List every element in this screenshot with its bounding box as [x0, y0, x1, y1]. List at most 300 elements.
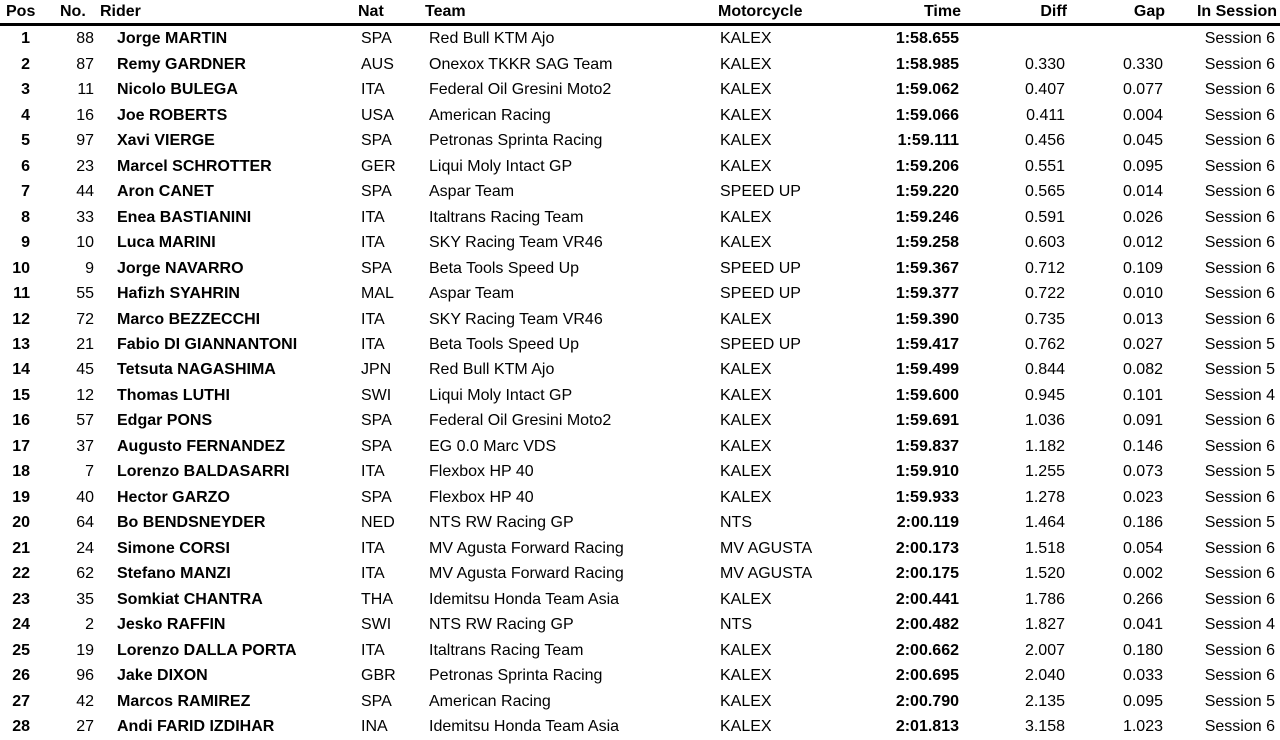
cell-pos: 16 — [12, 412, 30, 430]
table-row — [0, 358, 1280, 383]
cell-gap — [1069, 25, 1167, 53]
cell-time: 1:59.062 — [895, 81, 959, 99]
table-row — [0, 434, 1280, 459]
cell-gap: 0.095 — [1122, 157, 1163, 175]
cell-pos: 8 — [21, 208, 30, 226]
cell-no: 33 — [76, 208, 94, 226]
cell-no: 64 — [76, 514, 94, 532]
cell-time: 1:59.206 — [895, 157, 959, 175]
cell-no: 72 — [76, 310, 94, 328]
cell-motorcycle: KALEX — [720, 30, 772, 48]
table-row — [0, 409, 1280, 434]
cell-nat: AUS — [361, 55, 394, 73]
cell-pos: 3 — [21, 81, 30, 99]
cell-motorcycle: NTS — [720, 514, 752, 532]
cell-team: Petronas Sprinta Racing — [429, 667, 603, 685]
cell-diff: 0.456 — [1024, 132, 1065, 150]
cell-in_session: Session 6 — [1204, 208, 1275, 226]
cell-gap: 0.101 — [1122, 386, 1163, 404]
cell-motorcycle: SPEED UP — [720, 259, 801, 277]
cell-rider: Simone CORSI — [117, 539, 230, 557]
cell-time: 1:59.837 — [895, 437, 959, 455]
table-row — [0, 460, 1280, 485]
cell-team: EG 0.0 Marc VDS — [429, 437, 557, 455]
cell-time: 1:59.377 — [895, 285, 959, 303]
cell-in_session: Session 5 — [1204, 361, 1275, 379]
cell-nat: SPA — [361, 259, 392, 277]
cell-motorcycle: SPEED UP — [720, 183, 801, 201]
cell-pos: 24 — [12, 616, 30, 634]
cell-motorcycle: SPEED UP — [720, 335, 801, 353]
cell-team: Beta Tools Speed Up — [429, 259, 580, 277]
cell-rider: Marcos RAMIREZ — [117, 692, 251, 710]
cell-diff: 3.158 — [1024, 718, 1065, 736]
cell-rider: Edgar PONS — [117, 412, 213, 430]
cell-rider: Nicolo BULEGA — [117, 81, 238, 99]
cell-gap: 0.004 — [1122, 106, 1163, 124]
cell-rider: Augusto FERNANDEZ — [117, 437, 285, 455]
cell-diff: 1.464 — [1024, 514, 1065, 532]
table-row — [0, 25, 1280, 53]
cell-time: 1:59.390 — [895, 310, 959, 328]
cell-in_session: Session 6 — [1204, 55, 1275, 73]
column-header-rider: Rider — [96, 0, 356, 25]
cell-nat: SPA — [361, 692, 392, 710]
cell-no: 42 — [76, 692, 94, 710]
cell-gap: 0.095 — [1122, 692, 1163, 710]
column-header-nat: Nat — [356, 0, 416, 25]
cell-gap: 0.002 — [1122, 565, 1163, 583]
cell-rider: Hafizh SYAHRIN — [117, 285, 240, 303]
cell-pos: 20 — [12, 514, 30, 532]
table-row — [0, 281, 1280, 306]
cell-time: 1:58.985 — [895, 55, 959, 73]
table-row — [0, 587, 1280, 612]
cell-pos: 6 — [21, 157, 30, 175]
cell-team: Flexbox HP 40 — [429, 463, 534, 481]
cell-rider: Thomas LUTHI — [117, 386, 230, 404]
cell-time: 1:59.246 — [895, 208, 959, 226]
cell-motorcycle: KALEX — [720, 361, 772, 379]
cell-team: Flexbox HP 40 — [429, 488, 534, 506]
column-header-gap: Gap — [1069, 0, 1167, 25]
column-header-diff: Diff — [962, 0, 1069, 25]
cell-gap: 0.014 — [1122, 183, 1163, 201]
column-header-pos: Pos — [0, 0, 45, 25]
cell-in_session: Session 6 — [1204, 718, 1275, 736]
cell-time: 1:59.066 — [895, 106, 959, 124]
cell-team: NTS RW Racing GP — [429, 616, 574, 634]
table-row — [0, 536, 1280, 561]
cell-time: 2:00.482 — [895, 616, 959, 634]
cell-motorcycle: KALEX — [720, 106, 772, 124]
column-header-no: No. — [45, 0, 96, 25]
table-row — [0, 52, 1280, 77]
cell-diff: 1.518 — [1024, 539, 1065, 557]
cell-nat: SWI — [361, 616, 392, 634]
cell-diff: 0.722 — [1024, 285, 1065, 303]
cell-pos: 4 — [21, 106, 30, 124]
cell-time: 2:01.813 — [895, 718, 959, 736]
cell-team: Idemitsu Honda Team Asia — [429, 718, 620, 736]
cell-no: 97 — [76, 132, 94, 150]
table-row — [0, 663, 1280, 688]
cell-gap: 0.033 — [1122, 667, 1163, 685]
cell-rider: Luca MARINI — [117, 234, 216, 252]
cell-team: Red Bull KTM Ajo — [429, 361, 555, 379]
cell-nat: GBR — [361, 667, 396, 685]
cell-no: 16 — [76, 106, 94, 124]
cell-nat: ITA — [361, 234, 385, 252]
cell-team: American Racing — [429, 692, 551, 710]
table-row — [0, 561, 1280, 586]
cell-no: 12 — [76, 386, 94, 404]
table-row — [0, 689, 1280, 714]
cell-rider: Aron CANET — [117, 183, 214, 201]
cell-team: American Racing — [429, 106, 551, 124]
cell-diff — [962, 25, 1069, 53]
cell-nat: ITA — [361, 81, 385, 99]
cell-time: 1:59.258 — [895, 234, 959, 252]
cell-nat: ITA — [361, 539, 385, 557]
cell-in_session: Session 6 — [1204, 412, 1275, 430]
cell-time: 2:00.790 — [895, 692, 959, 710]
cell-rider: Andi FARID IZDIHAR — [117, 718, 275, 736]
cell-rider: Enea BASTIANINI — [117, 208, 252, 226]
cell-pos: 9 — [21, 234, 30, 252]
table-row — [0, 638, 1280, 663]
table-row — [0, 383, 1280, 408]
cell-rider: Jorge NAVARRO — [117, 259, 244, 277]
results-table-body — [0, 25, 1280, 740]
cell-team: Beta Tools Speed Up — [429, 335, 580, 353]
cell-time: 1:59.600 — [895, 386, 959, 404]
cell-motorcycle: KALEX — [720, 667, 772, 685]
cell-gap: 0.109 — [1122, 259, 1163, 277]
cell-diff: 0.603 — [1024, 234, 1065, 252]
cell-gap: 0.091 — [1122, 412, 1163, 430]
cell-time: 1:59.910 — [895, 463, 959, 481]
cell-diff: 0.411 — [1026, 106, 1065, 124]
cell-nat: INA — [361, 718, 388, 736]
cell-time: 1:59.367 — [895, 259, 959, 277]
cell-rider: Marcel SCHROTTER — [117, 157, 272, 175]
cell-in_session: Session 6 — [1204, 667, 1275, 685]
cell-diff: 0.565 — [1024, 183, 1065, 201]
cell-time: 2:00.695 — [895, 667, 959, 685]
cell-gap: 0.082 — [1122, 361, 1163, 379]
cell-rider: Lorenzo DALLA PORTA — [117, 641, 297, 659]
cell-in_session: Session 6 — [1204, 641, 1275, 659]
cell-motorcycle: KALEX — [720, 692, 772, 710]
cell-gap: 0.027 — [1122, 335, 1163, 353]
cell-nat: SPA — [361, 30, 392, 48]
cell-time: 2:00.119 — [896, 514, 959, 532]
cell-nat: ITA — [361, 565, 385, 583]
cell-in_session: Session 6 — [1204, 539, 1275, 557]
cell-motorcycle: KALEX — [720, 641, 772, 659]
cell-pos: 26 — [12, 667, 30, 685]
cell-in_session: Session 4 — [1204, 616, 1275, 634]
table-row — [0, 205, 1280, 230]
cell-diff: 1.255 — [1024, 463, 1065, 481]
cell-in_session: Session 5 — [1204, 335, 1275, 353]
cell-gap: 0.026 — [1122, 208, 1163, 226]
cell-time: 1:59.933 — [895, 488, 959, 506]
cell-gap: 0.077 — [1122, 81, 1163, 99]
cell-in_session: Session 5 — [1204, 514, 1275, 532]
cell-no: 24 — [76, 539, 94, 557]
cell-rider: Bo BENDSNEYDER — [117, 514, 266, 532]
cell-pos: 28 — [12, 718, 30, 736]
cell-diff: 1.278 — [1024, 488, 1065, 506]
cell-motorcycle: KALEX — [720, 718, 772, 736]
cell-team: Federal Oil Gresini Moto2 — [429, 412, 612, 430]
cell-in_session: Session 6 — [1204, 30, 1275, 48]
cell-gap: 0.266 — [1122, 590, 1163, 608]
cell-in_session: Session 4 — [1204, 386, 1275, 404]
cell-rider: Remy GARDNER — [117, 55, 246, 73]
cell-diff: 0.762 — [1024, 335, 1065, 353]
cell-in_session: Session 6 — [1204, 132, 1275, 150]
cell-in_session: Session 6 — [1204, 106, 1275, 124]
cell-diff: 0.844 — [1024, 361, 1065, 379]
cell-motorcycle: SPEED UP — [720, 285, 801, 303]
cell-motorcycle: KALEX — [720, 234, 772, 252]
cell-no: 21 — [76, 335, 94, 353]
cell-gap: 0.045 — [1122, 132, 1163, 150]
cell-nat: NED — [361, 514, 395, 532]
cell-motorcycle: MV AGUSTA — [720, 539, 813, 557]
cell-gap: 0.180 — [1122, 641, 1163, 659]
cell-rider: Stefano MANZI — [117, 565, 231, 583]
cell-in_session: Session 6 — [1204, 234, 1275, 252]
cell-time: 1:58.655 — [895, 30, 959, 48]
cell-pos: 27 — [12, 692, 30, 710]
cell-pos: 13 — [12, 335, 30, 353]
cell-team: MV Agusta Forward Racing — [429, 539, 624, 557]
cell-rider: Xavi VIERGE — [117, 132, 215, 150]
cell-diff: 0.407 — [1024, 81, 1065, 99]
cell-time: 1:59.691 — [895, 412, 959, 430]
cell-no: 45 — [76, 361, 94, 379]
table-header-row — [0, 0, 1280, 25]
cell-time: 2:00.441 — [895, 590, 959, 608]
cell-pos: 10 — [12, 259, 30, 277]
cell-nat: JPN — [361, 361, 392, 379]
cell-nat: SPA — [361, 488, 392, 506]
table-row — [0, 154, 1280, 179]
cell-pos: 22 — [12, 565, 30, 583]
cell-motorcycle: NTS — [720, 616, 752, 634]
column-header-in-session: In Session — [1167, 0, 1280, 25]
cell-team: Onexox TKKR SAG Team — [429, 55, 613, 73]
cell-team: Italtrans Racing Team — [429, 208, 584, 226]
table-row — [0, 612, 1280, 637]
cell-in_session: Session 6 — [1204, 437, 1275, 455]
cell-time: 1:59.111 — [897, 132, 959, 150]
cell-diff: 2.135 — [1024, 692, 1065, 710]
table-row — [0, 103, 1280, 128]
cell-diff: 1.182 — [1024, 437, 1065, 455]
cell-diff: 1.036 — [1024, 412, 1065, 430]
cell-pos: 25 — [12, 641, 30, 659]
cell-pos: 5 — [21, 132, 30, 150]
cell-diff: 0.330 — [1024, 55, 1065, 73]
table-row — [0, 332, 1280, 357]
cell-rider: Jake DIXON — [117, 667, 208, 685]
cell-pos: 19 — [12, 488, 30, 506]
cell-time: 1:59.220 — [895, 183, 959, 201]
cell-in_session: Session 6 — [1204, 81, 1275, 99]
cell-nat: ITA — [361, 463, 385, 481]
cell-gap: 0.330 — [1122, 55, 1163, 73]
cell-motorcycle: KALEX — [720, 463, 772, 481]
cell-pos: 15 — [12, 386, 30, 404]
cell-nat: ITA — [361, 641, 385, 659]
cell-rider: Marco BEZZECCHI — [117, 310, 261, 328]
cell-diff: 2.007 — [1024, 641, 1065, 659]
cell-gap: 1.023 — [1122, 718, 1163, 736]
cell-no: 10 — [76, 234, 94, 252]
cell-motorcycle: KALEX — [720, 310, 772, 328]
cell-rider: Tetsuta NAGASHIMA — [117, 361, 276, 379]
cell-rider: Lorenzo BALDASARRI — [117, 463, 290, 481]
cell-rider: Somkiat CHANTRA — [117, 590, 263, 608]
cell-motorcycle: KALEX — [720, 157, 772, 175]
cell-nat: SPA — [361, 132, 392, 150]
cell-nat: MAL — [361, 285, 394, 303]
cell-in_session: Session 6 — [1204, 590, 1275, 608]
cell-gap: 0.012 — [1122, 234, 1163, 252]
cell-motorcycle: KALEX — [720, 590, 772, 608]
cell-nat: USA — [361, 106, 394, 124]
cell-diff: 0.735 — [1024, 310, 1065, 328]
cell-nat: SPA — [361, 412, 392, 430]
cell-no: 40 — [76, 488, 94, 506]
cell-time: 2:00.173 — [895, 539, 959, 557]
table-row — [0, 179, 1280, 204]
cell-team: Italtrans Racing Team — [429, 641, 584, 659]
cell-pos: 12 — [12, 310, 30, 328]
cell-no: 44 — [76, 183, 94, 201]
cell-motorcycle: KALEX — [720, 386, 772, 404]
cell-pos: 11 — [13, 285, 30, 303]
cell-motorcycle: KALEX — [720, 208, 772, 226]
table-row — [0, 485, 1280, 510]
cell-nat: SWI — [361, 386, 392, 404]
cell-in_session: Session 6 — [1204, 183, 1275, 201]
cell-no: 37 — [76, 437, 94, 455]
cell-motorcycle: KALEX — [720, 81, 772, 99]
table-row — [0, 511, 1280, 536]
table-row — [0, 714, 1280, 740]
cell-motorcycle: KALEX — [720, 488, 772, 506]
cell-nat: ITA — [361, 310, 385, 328]
cell-no: 19 — [76, 641, 94, 659]
cell-diff: 1.786 — [1024, 590, 1065, 608]
cell-pos: 23 — [12, 590, 30, 608]
column-header-time: Time — [876, 0, 962, 25]
cell-no: 23 — [76, 157, 94, 175]
cell-no: 35 — [76, 590, 94, 608]
cell-pos: 18 — [12, 463, 30, 481]
cell-no: 55 — [76, 285, 94, 303]
table-row — [0, 307, 1280, 332]
cell-in_session: Session 6 — [1204, 488, 1275, 506]
cell-pos: 2 — [21, 55, 30, 73]
cell-pos: 21 — [12, 539, 30, 557]
column-header-team: Team — [416, 0, 716, 25]
cell-no: 11 — [77, 81, 94, 99]
cell-team: Red Bull KTM Ajo — [429, 30, 555, 48]
cell-time: 2:00.662 — [895, 641, 959, 659]
cell-in_session: Session 6 — [1204, 285, 1275, 303]
cell-no: 62 — [76, 565, 94, 583]
cell-in_session: Session 6 — [1204, 259, 1275, 277]
cell-team: NTS RW Racing GP — [429, 514, 574, 532]
cell-time: 1:59.417 — [895, 335, 959, 353]
cell-nat: THA — [361, 590, 393, 608]
cell-no: 87 — [76, 55, 94, 73]
cell-motorcycle: KALEX — [720, 132, 772, 150]
cell-team: Liqui Moly Intact GP — [429, 157, 573, 175]
cell-in_session: Session 5 — [1204, 692, 1275, 710]
cell-team: SKY Racing Team VR46 — [429, 234, 603, 252]
cell-motorcycle: KALEX — [720, 437, 772, 455]
table-row — [0, 129, 1280, 154]
cell-no: 2 — [85, 616, 94, 634]
cell-pos: 7 — [21, 183, 30, 201]
cell-in_session: Session 6 — [1204, 310, 1275, 328]
cell-gap: 0.146 — [1122, 437, 1163, 455]
cell-team: Petronas Sprinta Racing — [429, 132, 603, 150]
cell-gap: 0.013 — [1122, 310, 1163, 328]
cell-gap: 0.073 — [1122, 463, 1163, 481]
cell-team: Federal Oil Gresini Moto2 — [429, 81, 612, 99]
cell-no: 27 — [76, 718, 94, 736]
cell-motorcycle: KALEX — [720, 412, 772, 430]
cell-rider: Joe ROBERTS — [117, 106, 228, 124]
table-row — [0, 78, 1280, 103]
cell-team: Liqui Moly Intact GP — [429, 386, 573, 404]
cell-team: Aspar Team — [429, 285, 515, 303]
cell-rider: Jorge MARTIN — [117, 30, 228, 48]
cell-no: 7 — [85, 463, 94, 481]
cell-nat: SPA — [361, 183, 392, 201]
cell-team: Idemitsu Honda Team Asia — [429, 590, 620, 608]
cell-rider: Jesko RAFFIN — [117, 616, 226, 634]
cell-diff: 0.945 — [1024, 386, 1065, 404]
cell-team: MV Agusta Forward Racing — [429, 565, 624, 583]
cell-pos: 17 — [12, 437, 30, 455]
cell-diff: 0.712 — [1024, 259, 1065, 277]
cell-nat: GER — [361, 157, 396, 175]
cell-no: 88 — [76, 30, 94, 48]
cell-in_session: Session 6 — [1204, 157, 1275, 175]
cell-rider: Fabio DI GIANNANTONI — [117, 335, 298, 353]
cell-pos: 1 — [21, 30, 30, 48]
cell-gap: 0.041 — [1122, 616, 1163, 634]
cell-nat: ITA — [361, 335, 385, 353]
cell-motorcycle: MV AGUSTA — [720, 565, 813, 583]
cell-gap: 0.054 — [1122, 539, 1163, 557]
cell-diff: 2.040 — [1024, 667, 1065, 685]
cell-motorcycle: KALEX — [720, 55, 772, 73]
cell-nat: SPA — [361, 437, 392, 455]
cell-no: 96 — [76, 667, 94, 685]
cell-time: 1:59.499 — [895, 361, 959, 379]
